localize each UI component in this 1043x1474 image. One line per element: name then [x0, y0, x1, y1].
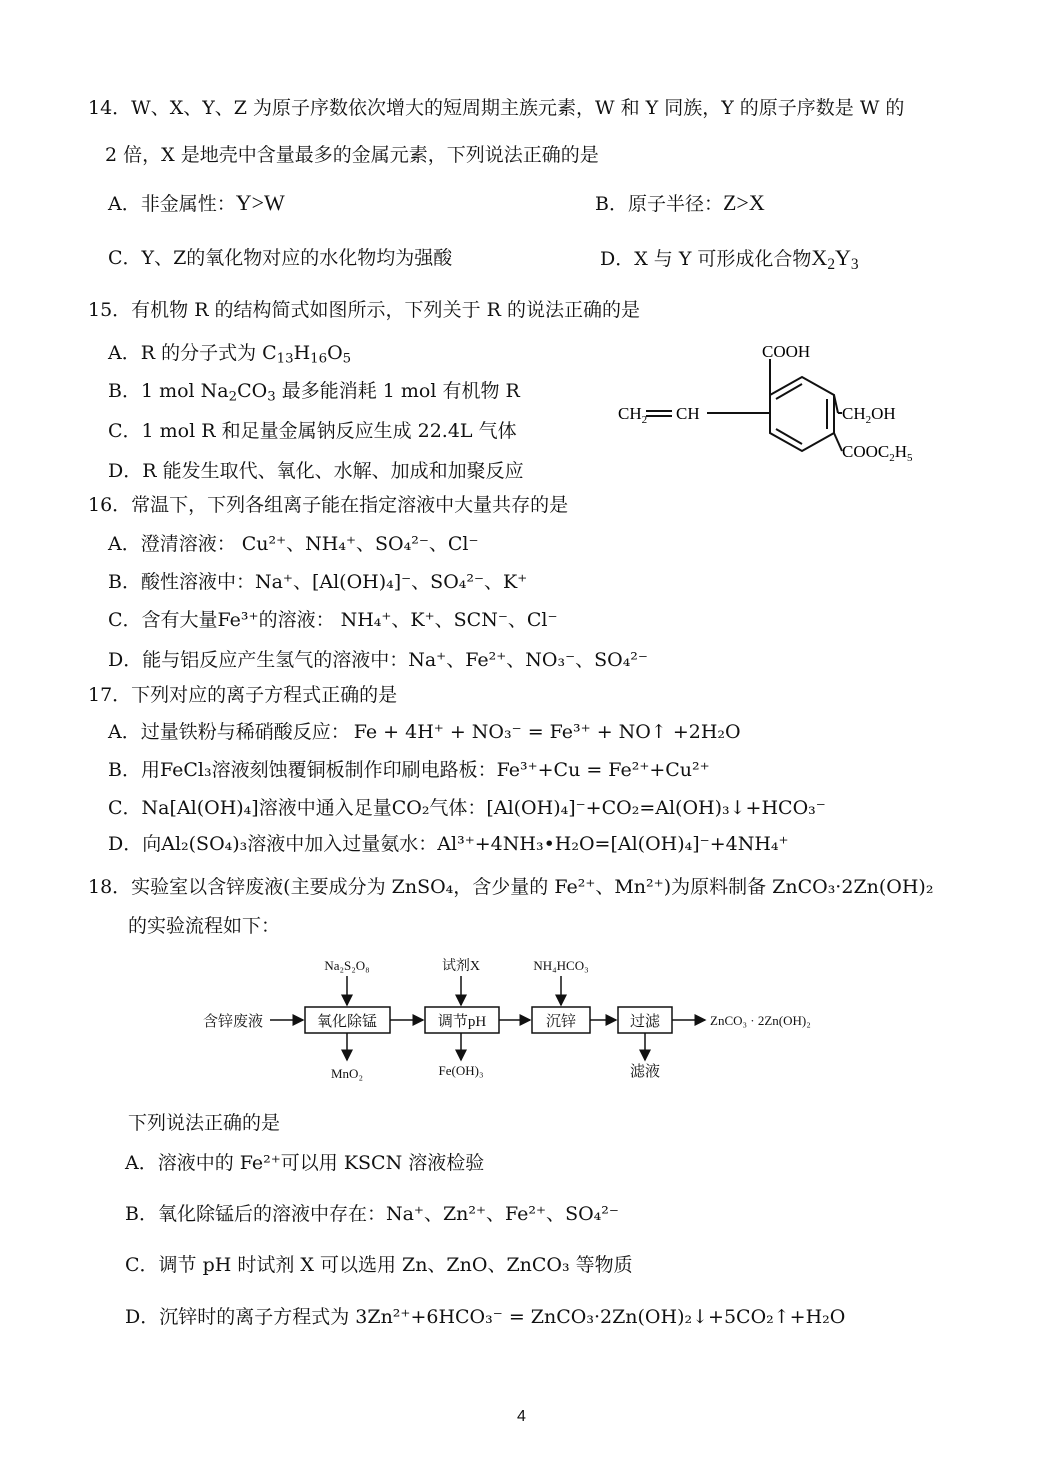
q14-option-d — [600, 245, 859, 278]
q17-option-a: A．过量铁粉与稀硝酸反应： Fe + 4H⁺ + NO₃⁻ = Fe³⁺ + NO↑ +2H₂O — [108, 721, 741, 743]
flow-out1: MnO₂ — [331, 1066, 363, 1081]
q15-stem: 15．有机物 R 的结构简式如图所示，下列关于 R 的说法正确的是 — [88, 299, 640, 321]
ester-label: $COOC_2H_5$ — [842, 442, 913, 464]
q17-stem: 17．下列对应的离子方程式正确的是 — [88, 684, 398, 706]
q14-option-d-label: D．X 与 Y 可形成化合物 — [600, 248, 812, 270]
q14-formula: $X_2Y_3$ — [811, 245, 859, 273]
q17-option-c: C．Na[Al(OH)₄]溶液中通入足量CO₂气体：[Al(OH)₄]⁻+CO₂=Al(OH)₃↓+HCO₃⁻ — [108, 797, 826, 819]
flow-input: 含锌废液 — [203, 1014, 264, 1030]
benzene-ring — [770, 377, 834, 451]
page-number: 4 — [517, 1408, 526, 1425]
flow-step1: 氧化除锰 — [316, 1014, 378, 1030]
q14-option-b-label: B．原子半径： — [595, 193, 723, 215]
flow-diagram — [195, 950, 855, 1090]
q14-option-a-label: A．非金属性： — [108, 193, 236, 215]
q18-stem-line2: 的实验流程如下： — [128, 915, 281, 937]
vinyl-label: $CH_2$ — [618, 404, 648, 426]
q15-option-a: A．R 的分子式为 $C_{13}H_{16}O_5$ — [108, 342, 352, 367]
q18-prompt: 下列说法正确的是 — [128, 1112, 281, 1134]
q18-stem-line1: 18．实验室以含锌废液(主要成分为 ZnSO₄，含少量的 Fe²⁺、Mn²⁺)为原料制备 ZnCO₃·2Zn(OH)₂ — [88, 876, 934, 898]
flow-out4: 滤液 — [629, 1064, 661, 1080]
q15-option-d: D．R 能发生取代、氧化、水解、加成和加聚反应 — [108, 460, 524, 482]
cooh-label: COOH — [762, 342, 811, 361]
q14-option-b-expr: Z>X — [722, 190, 765, 215]
structure-diagram — [610, 335, 930, 475]
q16-option-d: D．能与铝反应产生氢气的溶液中：Na⁺、Fe²⁺、NO₃⁻、SO₄²⁻ — [108, 649, 648, 671]
q14-stem-line1: 14．W、X、Y、Z 为原子序数依次增大的短周期主族元素，W 和 Y 同族，Y 的原子序数是 W 的 — [88, 97, 905, 119]
q18-option-d: D．沉锌时的离子方程式为 3Zn²⁺+6HCO₃⁻ = ZnCO₃·2Zn(OH)₂↓+5CO₂↑+H₂O — [125, 1306, 846, 1328]
q15-option-b: B．1 mol $Na_2CO_3$ 最多能消耗 1 mol 有机物 R — [108, 380, 520, 405]
q18-option-c: C．调节 pH 时试剂 X 可以选用 Zn、ZnO、ZnCO₃ 等物质 — [125, 1254, 633, 1276]
q16-option-b: B．酸性溶液中：Na⁺、[Al(OH)₄]⁻、SO₄²⁻、K⁺ — [108, 571, 528, 593]
vinyl-ch-label: CH — [676, 404, 700, 423]
q14-option-c: C．Y、Z的氧化物对应的水化物均为强酸 — [108, 247, 453, 269]
flow-out2: Fe(OH)₃ — [438, 1063, 484, 1078]
flow-reagent3: NH₄HCO₃ — [533, 958, 589, 973]
flow-step4: 过滤 — [629, 1014, 661, 1030]
ester-bond — [834, 433, 842, 451]
q14-option-a-expr: Y>W — [235, 190, 285, 215]
q15-option-c: C．1 mol R 和足量金属钠反应生成 22.4L 气体 — [108, 420, 517, 442]
flow-product: ZnCO₃ · 2Zn(OH)₂ — [710, 1013, 811, 1028]
flow-step2: 调节pH — [437, 1014, 487, 1030]
q18-option-a: A．溶液中的 Fe²⁺可以用 KSCN 溶液检验 — [125, 1152, 485, 1174]
q14-stem-line2: 2 倍，X 是地壳中含量最多的金属元素，下列说法正确的是 — [105, 144, 599, 166]
q17-option-d: D．向Al₂(SO₄)₃溶液中加入过量氨水：Al³⁺+4NH₃•H₂O=[Al(OH)₄]⁻+4NH₄⁺ — [108, 833, 789, 855]
q16-option-c: C．含有大量Fe³⁺的溶液： NH₄⁺、K⁺、SCN⁻、Cl⁻ — [108, 609, 558, 631]
q16-option-a: A．澄清溶液： Cu²⁺、NH₄⁺、SO₄²⁻、Cl⁻ — [108, 533, 479, 555]
q17-option-b: B．用FeCl₃溶液刻蚀覆铜板制作印刷电路板：Fe³⁺+Cu = Fe²⁺+Cu²⁺ — [108, 759, 710, 781]
ch2oh-label: $CH_2OH$ — [842, 404, 896, 426]
q14-option-a — [108, 190, 285, 217]
flow-step3: 沉锌 — [545, 1014, 577, 1030]
q14-option-b — [595, 190, 765, 217]
q16-stem: 16．常温下，下列各组离子能在指定溶液中大量共存的是 — [88, 494, 569, 516]
flow-reagent1: Na₂S₂O₈ — [324, 958, 370, 973]
flow-reagent2: 试剂X — [441, 959, 481, 974]
q18-option-b: B．氧化除锰后的溶液中存在：Na⁺、Zn²⁺、Fe²⁺、SO₄²⁻ — [125, 1203, 619, 1225]
